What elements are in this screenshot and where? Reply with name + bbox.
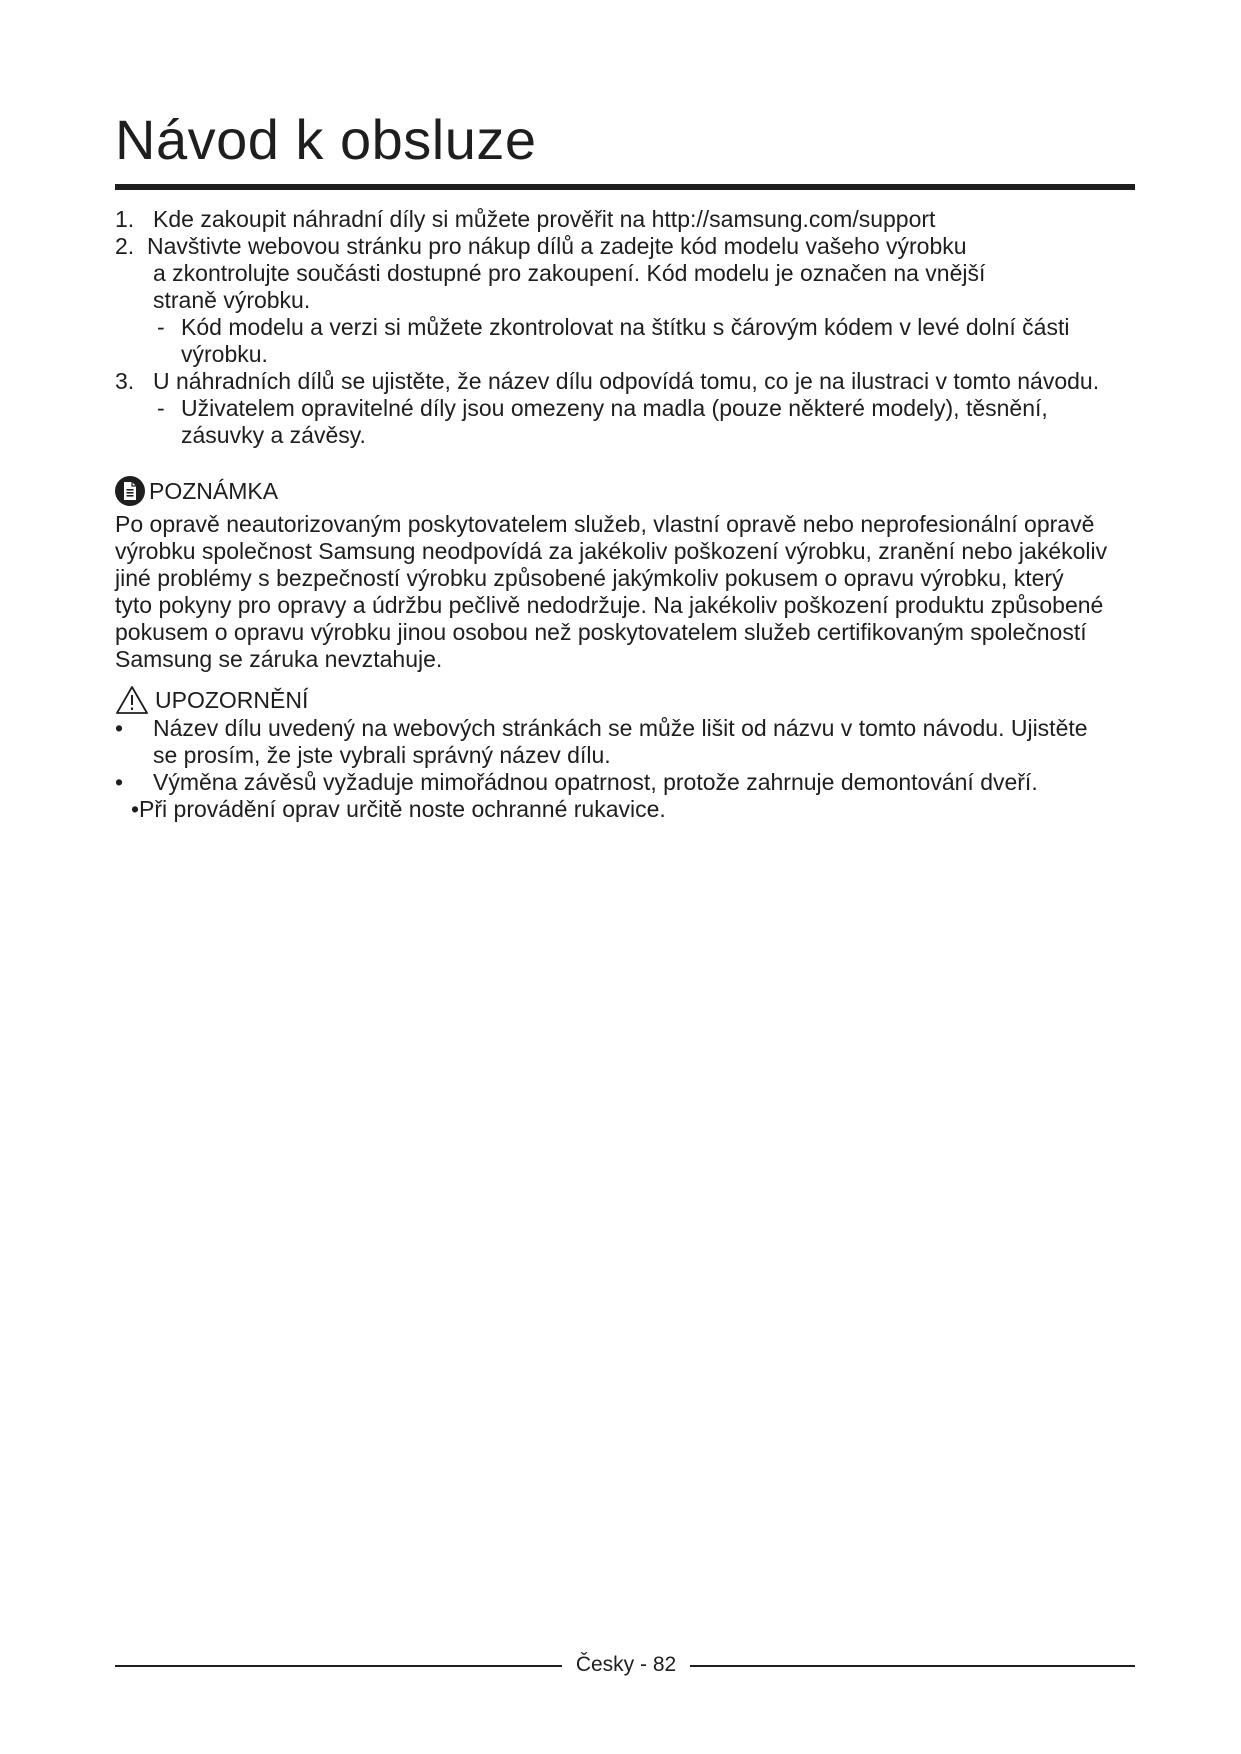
caution-line: Výměna závěsů vyžaduje mimořádnou opatrnost, protože zahrnuje demontování dveří. <box>153 769 1038 795</box>
caution-item-last: •Při provádění oprav určitě noste ochranné rukavice. <box>131 796 666 822</box>
subitem-line: výrobku. <box>181 341 268 367</box>
step-text: U náhradních dílů se ujistěte, že název dílu odpovídá tomu, co je na ilustraci v tomto návodu. <box>153 368 1100 394</box>
note-line: pokusem o opravu výrobku jinou osobou než poskytovatelem služeb certifikovaným společností <box>115 619 1087 645</box>
caution-line: Název dílu uvedený na webových stránkách se může lišit od názvu v tomto návodu. Ujistěte <box>153 715 1088 741</box>
warning-icon <box>115 685 149 715</box>
step-2-subitem <box>115 314 1135 368</box>
note-line: Samsung se záruka nevztahuje. <box>115 646 443 672</box>
step-1 <box>115 206 1135 233</box>
note-heading <box>115 475 1135 507</box>
main-content <box>115 206 1135 823</box>
step-text-line: a zkontrolujte součásti dostupné pro zakoupení. Kód modelu je označen na vnější <box>153 260 986 286</box>
step-text: Kde zakoupit náhradní díly si můžete prověřit na <box>153 206 652 232</box>
bullet-marker: • <box>115 715 124 741</box>
step-3 <box>115 368 1135 395</box>
note-heading-label: POZNÁMKA <box>149 477 279 504</box>
subitem-line: zásuvky a závěsy. <box>181 422 366 448</box>
step-number: 2. <box>115 233 135 259</box>
dash-marker: - <box>157 314 165 340</box>
step-number: 1. <box>115 206 135 232</box>
caution-item <box>115 769 1135 796</box>
caution-heading-label: UPOZORNĚNÍ <box>155 686 309 713</box>
subitem-line: Kód modelu a verzi si můžete zkontrolovat na štítku s čárovým kódem v levé dolní části <box>181 314 1070 340</box>
caution-heading <box>115 685 1135 715</box>
note-line: jiné problémy s bezpečností výrobku způsobené jakýmkoliv pokusem o opravu výrobku, který <box>115 565 1064 591</box>
support-link[interactable]: http://samsung.com/support <box>651 206 936 232</box>
subitem-line: Uživatelem opravitelné díly jsou omezeny na madla (pouze některé modely), těsnění, <box>181 395 1048 421</box>
note-line: Po opravě neautorizovaným poskytovatelem služeb, vlastní opravě nebo neprofesionální opravě <box>115 511 1095 537</box>
footer-rule-left <box>115 1665 562 1667</box>
page-title: Návod k obsluze <box>115 108 537 171</box>
step-2 <box>115 233 1135 314</box>
page-number: Česky - 82 <box>575 1653 677 1676</box>
step-text-line: Navštivte webovou stránku pro nákup dílů a zadejte kód modelu vašeho výrobku <box>147 233 967 259</box>
step-text-line: straně výrobku. <box>153 287 311 313</box>
note-line: tyto pokyny pro opravy a údržbu pečlivě nedodržuje. Na jakékoliv poškození produktu způsobené <box>115 592 1104 618</box>
note-text <box>115 511 1135 673</box>
footer-rule-right <box>690 1665 1135 1667</box>
dash-marker: - <box>157 395 165 421</box>
step-number: 3. <box>115 368 135 394</box>
step-3-subitem <box>115 395 1135 449</box>
title-rule <box>115 184 1135 190</box>
bullet-marker: • <box>115 769 124 795</box>
note-line: výrobku společnost Samsung neodpovídá za jakékoliv poškození výrobku, zranění nebo jakékoliv <box>115 538 1108 564</box>
note-icon <box>115 476 145 506</box>
caution-item <box>115 715 1135 769</box>
caution-line: se prosím, že jste vybrali správný název dílu. <box>153 742 611 768</box>
